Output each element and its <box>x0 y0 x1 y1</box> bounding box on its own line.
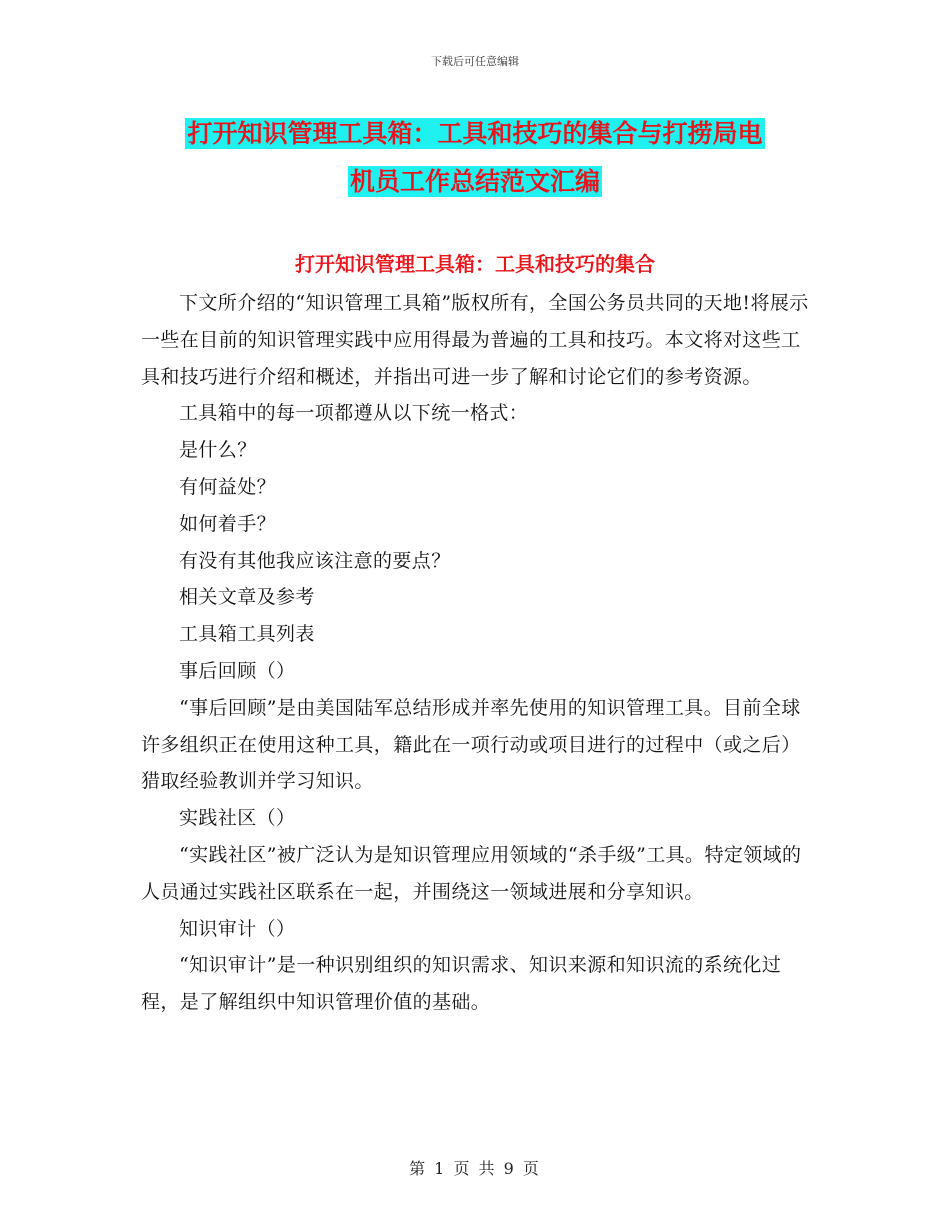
paragraph-format-intro: 工具箱中的每一项都遵从以下统一格式： <box>179 402 529 425</box>
section-title: 打开知识管理工具箱：工具和技巧的集合 <box>295 252 655 276</box>
paragraph-communities-of-practice: “实践社区”被广泛认为是知识管理应用领域的“杀手级”工具。特定领域的人员通过实践社区联系在一起，并围绕这一领域进展和分享知识。 <box>141 843 802 903</box>
list-item-benefits: 有何益处？ <box>179 475 277 498</box>
document-title <box>140 110 810 206</box>
paragraph-after-action-review: “事后回顾”是由美国陆军总结形成并率先使用的知识管理工具。目前全球许多组织正在使用这种工具，籍此在一项行动或项目进行的过程中（或之后）猎取经验教训并学习知识。 <box>141 696 801 793</box>
tool-heading-knowledge-audit: 知识审计（） <box>179 917 296 940</box>
list-item-what: 是什么？ <box>179 439 257 462</box>
list-item-other-points: 有没有其他我应该注意的要点？ <box>179 549 451 572</box>
page-footer: 第 1 页 共 9 页 <box>409 1159 541 1178</box>
paragraph-knowledge-audit: “知识审计”是一种识别组织的知识需求、知识来源和知识流的系统化过程，是了解组织中知识管理价值的基础。 <box>141 954 782 1014</box>
document-title-line-1: 打开知识管理工具箱：工具和技巧的集合与打捞局电 <box>187 119 763 148</box>
tool-heading-after-action-review: 事后回顾（） <box>179 659 296 682</box>
list-item-references: 相关文章及参考 <box>179 586 315 609</box>
paragraph-intro: 下文所介绍的“知识管理工具箱”版权所有，全国公务员共同的天地!将展示一些在目前的知识管理实践中应用得最为普遍的工具和技巧。本文将对这些工具和技巧进行介绍和概述，并指出可进一步了解和讨论它们的参考资源。 <box>141 292 809 388</box>
document-body <box>141 285 811 1021</box>
list-item-how-to-start: 如何着手？ <box>179 512 277 535</box>
document-title-line-2: 机员工作总结范文汇编 <box>349 167 600 196</box>
tool-heading-communities-of-practice: 实践社区（） <box>179 807 296 830</box>
header-note: 下载后可任意编辑 <box>431 55 519 68</box>
toolbox-list-heading: 工具箱工具列表 <box>179 623 315 646</box>
